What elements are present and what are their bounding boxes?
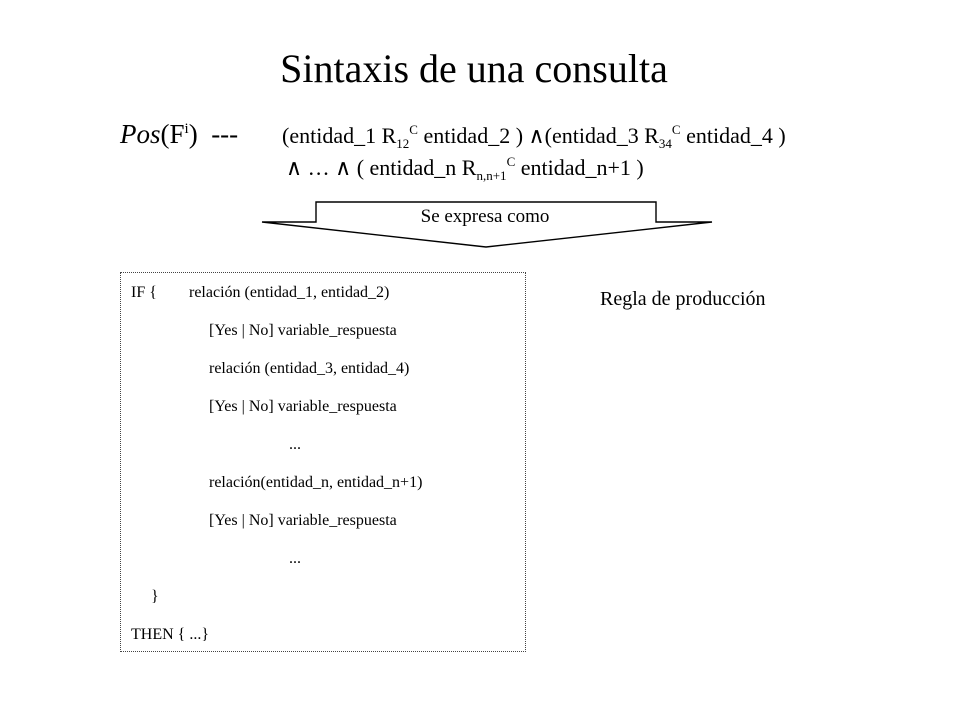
rule-line: [Yes | No] variable_respuesta: [209, 398, 397, 415]
then-keyword: THEN { ...}: [131, 626, 210, 643]
term-n-sub: n,n+1: [476, 168, 507, 183]
rule-line: [Yes | No] variable_respuesta: [209, 322, 397, 339]
rule-line: relación (entidad_1, entidad_2): [189, 284, 390, 301]
rule-ellipsis: ...: [289, 436, 301, 453]
pos-sup: i: [184, 121, 189, 137]
term-2-sub: 34: [658, 136, 672, 151]
term-n: ∧ … ∧ ( entidad_n R: [286, 155, 477, 180]
rule-ellipsis: ...: [289, 550, 301, 567]
pos-open: (F: [160, 119, 185, 149]
term-n-sup: C: [506, 154, 516, 169]
side-label: Regla de producción: [600, 288, 766, 310]
pos-dash: ---: [211, 119, 239, 149]
rule-line: relación (entidad_3, entidad_4): [209, 360, 410, 377]
term-1-sub: 12: [396, 136, 410, 151]
arrow-label: Se expresa como: [420, 206, 550, 227]
rule-line: [Yes | No] variable_respuesta: [209, 512, 397, 529]
term-n-rest: entidad_n+1 ): [515, 155, 644, 180]
term-2-sup: C: [671, 122, 681, 137]
term-2: (entidad_3 R: [544, 123, 659, 148]
term-1-sup: C: [409, 122, 418, 137]
rule-box: [120, 272, 526, 652]
rule-line: relación(entidad_n, entidad_n+1): [209, 474, 423, 491]
close-brace: }: [151, 588, 159, 605]
and-symbol: ∧: [528, 123, 545, 148]
term-2-rest: entidad_4 ): [680, 123, 786, 148]
term-1: (entidad_1 R: [282, 123, 397, 148]
pos-close: ): [188, 119, 198, 149]
if-keyword: IF {: [131, 284, 157, 301]
page-title-text: Sintaxis de una consulta: [280, 46, 668, 91]
term-1-rest: entidad_2 ): [417, 123, 529, 148]
pos-prefix: Pos: [120, 119, 161, 149]
